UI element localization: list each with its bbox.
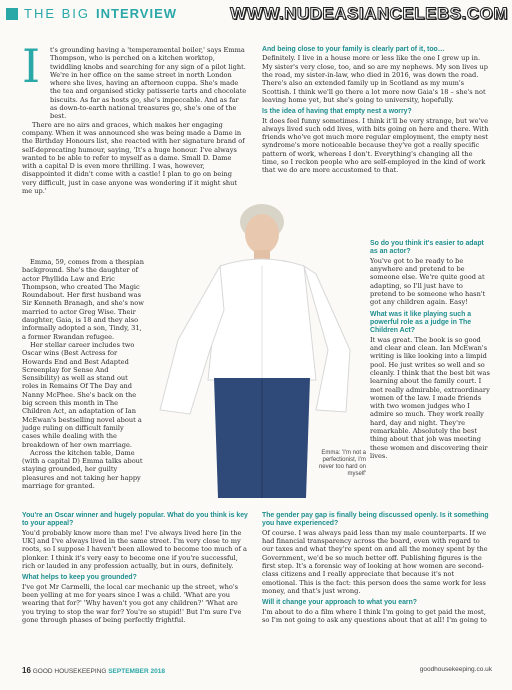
- answer: It was great. The book is so good and clear and clean. Ian McEwan's writing is like looking into a limpid pool. He just writes so well and so cleanly. I think that the best bit was learning about the family court. I met really admirable, extraordinary women of the law. I made friends with two women judges who I admire so much. They work really hard, day and night. They're remarkable. Absolutely the best thing about that job was meeting these women and discovering their lives.: [370, 335, 490, 460]
- footer-left: [22, 666, 165, 675]
- question: And being close to your family is clearly part of it, too…: [262, 46, 445, 53]
- answer: It does feel funny sometimes. I think it'll be very strange, but we've always lived such odd lives, with bits going on here and there. With friends who've got much more regular employment, the empty nest syndrome's more noticeable because they've got a really specific pattern of work, whereas I don't. Everything's changing all the time, so I reckon people who are self-employed in the kind of work that we do are more accustomed to that.: [262, 116, 489, 175]
- question: Will it change your approach to what you earn?: [262, 599, 417, 607]
- column-left-top: [22, 39, 248, 196]
- section-title: INTERVIEW: [96, 6, 178, 21]
- paragraph: Her stellar career includes two Oscar wins (Best Actress for Howards End and Best Adapted Screenplay for Sense And Sensibility) as well as stand out roles in Remains Of The Day and Nanny McPhee. She's back on the big screen this month in The Children Act, an adaptation of Ian McEwan's bestselling novel about a judge ruling on difficult family cases while dealing with the breakdown of her own marriage.: [22, 340, 142, 449]
- question: The gender pay gap is finally being discussed openly. Is it something you have experienced?: [262, 512, 489, 528]
- answer: I've got Mr Carmelli, the local car mechanic up the street, who's been yelling at me for years since I was a child. 'What are you wearing that for?' 'Why haven't you got any children?' 'What are you trying to stop the war for? You're so stupid!' But I'm sure I've gone through phases of being perfectly frightful.: [22, 582, 242, 624]
- answer: You'd probably know more than me! I've always lived here [in the UK] and I've always lived in the same street. I'm very close to my roots, so I suppose I haven't been allowed to become too much of a plonker. I think it's very easy to become one if you're successful, rich or lauded in any profession actually, but in ours, definitely.: [22, 528, 247, 570]
- question: You're an Oscar winner and hugely popular. What do you think is key to your appeal?: [22, 512, 248, 528]
- photo-caption: Emma: 'I'm not a perfectionist, I'm never too hard on myself': [318, 450, 366, 477]
- page-number: 16: [22, 666, 31, 675]
- watermark: WWW.NUDEASIANCELEBS.COM: [230, 4, 508, 23]
- answer: Of course. I was always paid less than my male counterparts. If we had financial transparency across the board, even with regard to our taxes and what they're spent on and all the money spent by the Government, we'd be so much better off. Publishing figures is the first step. It's a forensic way of looking at how women are second-class citizens and I really appreciate that because it's not emotional. This is the fact: this person does the same work for less money, and that's just wrong.: [262, 528, 488, 595]
- section-prefix: THE BIG: [24, 6, 91, 21]
- drop-cap: I: [22, 39, 41, 93]
- intro-paragraph: t's grounding having a 'temperamental boiler,' says Emma Thompson, who is perched on a kitchen worktop, twiddling knobs and searching for any sign of a pilot light. We're in her office on the same street in north London where she lives, having an afternoon cuppa. She's made the tea and organised sticky patisserie tarts and chocolate biscuits. As far as hosts go, she's impeccable. And as far as down-to-earth national treasures go, she's one of the best.: [50, 46, 247, 121]
- answer: Definitely. I live in a house more or less like the one I grew up in. My sister's very close, too, and so are my nephews. My son lives up the road, my sister-in-law, who died in 2016, was down the road. There's also an extended family up in Scotland as my mum's Scottish. I think we'll go there a lot more now Gaia's 18 – she's not leaving home yet, but she's going to university, hopefully.: [262, 54, 488, 104]
- column-left-bottom: [22, 512, 248, 624]
- page-footer: [22, 666, 492, 675]
- paragraph: There are no airs and graces, which makes her engaging company. When it was announced she was being made a Dame in the Birthday Honours list, she reacted with her signature brand of self-deprecating humour, saying, 'It's a huge honour. I've always wanted to be able to refer to myself as a dame. Small D. Dame with a capital D is even more thrilling. I was, however, disappointed it didn't come with a castle! I plan to go on being very difficult, just in case anyone was wondering if it might shut me up.': [22, 120, 245, 196]
- accent-square: [6, 8, 18, 20]
- section-header: [6, 6, 177, 21]
- column-right-narrow: [370, 240, 490, 460]
- column-right-bottom: [262, 512, 490, 624]
- answer: You've got to be ready to be anywhere and pretend to be someone else. We're quite good at adapting, so I'll just have to pretend to be someone who hasn't got any children again. Easy!: [370, 256, 486, 307]
- question: So do you think it's easier to adapt as an actor?: [370, 240, 484, 256]
- question: What helps to keep you grounded?: [22, 574, 137, 582]
- answer: I'm about to do a film where I think I'm going to get paid the most, so I'm not going to ask any questions about that at all! I'm going to: [262, 607, 487, 624]
- question: What was it like playing such a powerful role as a judge in The Children Act?: [370, 310, 472, 335]
- issue-date: SEPTEMBER 2018: [108, 668, 165, 675]
- question: Is the idea of having that empty nest a worry?: [262, 108, 412, 116]
- paragraph: Emma, 59, comes from a thespian background. She's the daughter of actor Phyllida Law and Eric Thompson, who created The Magic Roundabout. Her first husband was Sir Kenneth Branagh, and she's now married to actor Greg Wise. Their daughter, Gaia, is 18 and they also informally adopted a son, Tindy, 31, a former Rwandan refugee.: [22, 258, 144, 341]
- site-url: goodhousekeeping.co.uk: [419, 666, 492, 673]
- paragraph: Across the kitchen table, Dame (with a capital D) Emma talks about staying grounded, her guilty pleasures and not taking her happy marriage for granted.: [22, 448, 143, 491]
- magazine-name: GOOD HOUSEKEEPING: [32, 668, 107, 675]
- column-right-top: [262, 46, 490, 175]
- column-left-narrow: [22, 258, 144, 490]
